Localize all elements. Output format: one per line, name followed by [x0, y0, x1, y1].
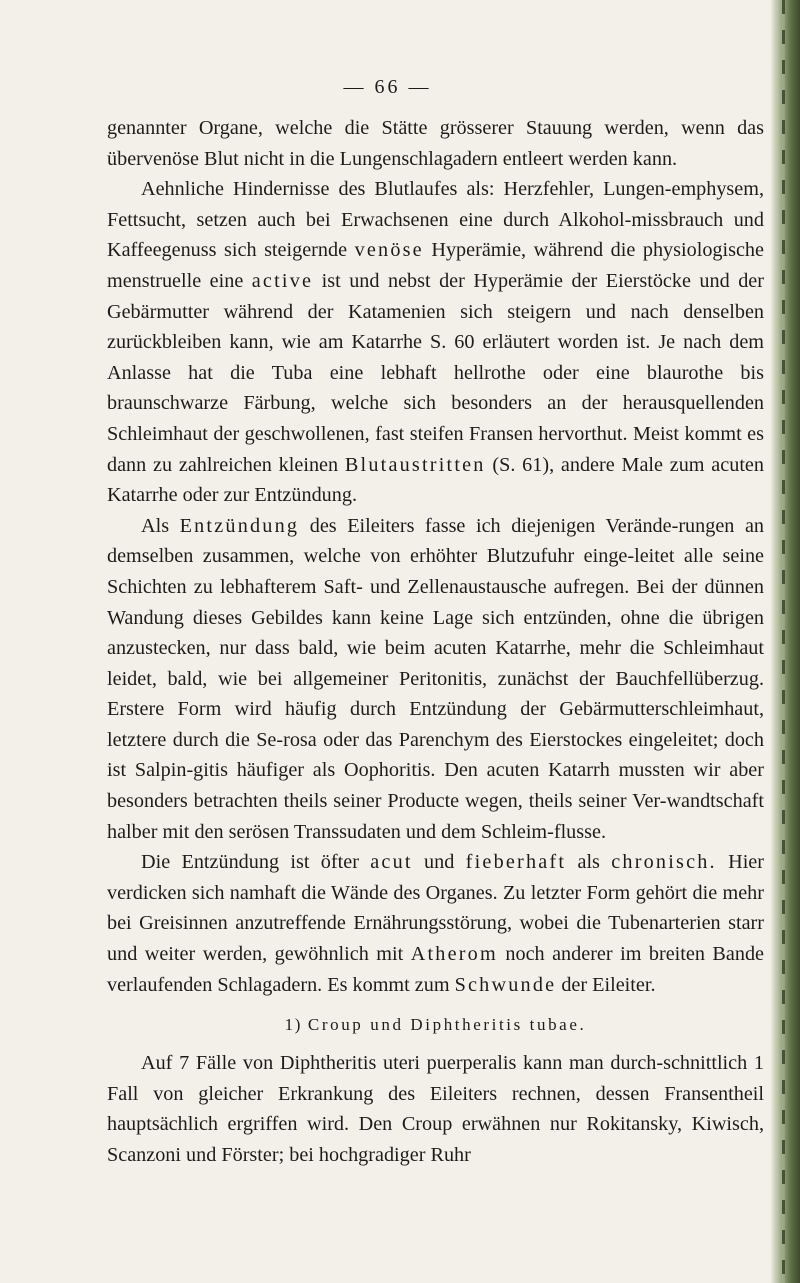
text-run: Als	[141, 514, 180, 537]
text-run: Die Entzündung ist öfter	[141, 851, 371, 874]
section-heading	[107, 1013, 764, 1037]
emphasized-text: venöse	[354, 239, 424, 262]
text-run: und	[412, 851, 466, 874]
page-number: — 66 —	[343, 76, 432, 98]
section-number: 1)	[284, 1015, 303, 1035]
emphasized-text: Entzündung	[179, 514, 300, 537]
page-edge-shadow	[770, 0, 800, 1283]
text-run: Hyperämie, während die physiologische menstruelle eine	[107, 239, 764, 292]
section-title: Croup und Diphtheritis tubae.	[307, 1015, 587, 1035]
text-run: Hier verdicken sich namhaft die Wände des Organes. Zu letzter Form gehört die mehr bei Greisinnen anzutreffende Ernährungsstörung, wobei die Tubenarterien starr und weiter werden, gewöhnlich mit	[107, 851, 764, 966]
emphasized-text: active	[251, 269, 314, 292]
emphasized-text: acut	[370, 851, 413, 874]
text-run: Aehnliche Hindernisse des Blutlaufes als: Herzfehler, Lungen-emphysem, Fettsucht, setzen auch bei Erwachsenen eine durch Alkohol-missbrauch und Kaffeegenuss sich steigernde	[107, 178, 764, 262]
paragraph	[107, 511, 764, 848]
emphasized-text: Atherom	[410, 943, 498, 966]
text-run: Auf 7 Fälle von Diphtheritis uteri puerperalis kann man durch-schnittlich 1 Fall von gleicher Erkrankung des Eileiters rechnen, dessen Fransentheil hauptsächlich ergriffen wird. Den Croup erwähnen nur Rokitansky, Kiwisch, Scanzoni und Förster; bei hochgradiger Ruhr	[107, 1052, 764, 1166]
closing-paragraph	[107, 1048, 764, 1170]
paragraph	[107, 113, 764, 174]
text-run: (S. 61), andere Male zum acuten Katarrhe oder zur Entzündung.	[107, 453, 764, 507]
text-run: noch anderer im breiten Bande verlaufenden Schlagadern. Es kommt zum	[107, 943, 764, 996]
text-run: genannter Organe, welche die Stätte grösserer Stauung werden, wenn das übervenöse Blut nicht in die Lungenschlagadern entleert werden kann.	[107, 117, 764, 170]
paragraph	[107, 174, 764, 511]
paragraph-list	[107, 113, 764, 1000]
body-text	[107, 113, 764, 1171]
emphasized-text: fieberhaft	[465, 851, 567, 874]
emphasized-text: Schwunde	[454, 973, 557, 996]
text-run: ist und nebst der Hyperämie der Eierstöcke und der Gebärmutter während der Katamenien sich steigern und nach denselben zurückbleiben kann, wie am Katarrhe S. 60 erläutert worden ist. Je nach dem Anlasse hat die Tuba eine lebhaft hellrothe oder eine blaurothe bis braunschwarze Färbung, welche sich besonders an der herausquellenden Schleimhaut der geschwollenen, fast steifen Fransen hervorthut. Meist kommt es dann zu zahlreichen kleinen	[107, 269, 764, 476]
emphasized-text: chronisch.	[611, 851, 717, 874]
text-run: als	[566, 851, 612, 874]
text-run: des Eileiters fasse ich diejenigen Verände-rungen an demselben zusammen, welche von erhöhter Blutzufuhr einge-leitet alle seine Schichten zu lebhafterem Saft- und Zellenaustausche aufregen. Bei der dünnen Wandung dieses Gebildes kann keine Lage sich entzünden, ohne die übrigen anzustecken, nur dass bald, wie beim acuten Katarrhe, mehr die Schleimhaut leidet, bald, wie bei allgemeiner Peritonitis, zunächst der Bauchfellüberzug. Erstere Form wird häufig durch Entzündung der Gebärmutterschleimhaut, letztere durch die Se-rosa oder das Parenchym des Eierstockes eingeleitet; doch ist Salpin-gitis häufiger als Oophoritis. Den acuten Katarrh mussten wir aber besonders betrachten theils seiner Producte wegen, theils seiner Ver-wandtschaft halber mit den serösen Transsudaten und dem Schleim-flusse.	[107, 514, 764, 843]
text-run: der Eileiter.	[556, 973, 656, 996]
paragraph	[107, 847, 764, 1000]
emphasized-text: Blutaustritten	[344, 453, 486, 476]
